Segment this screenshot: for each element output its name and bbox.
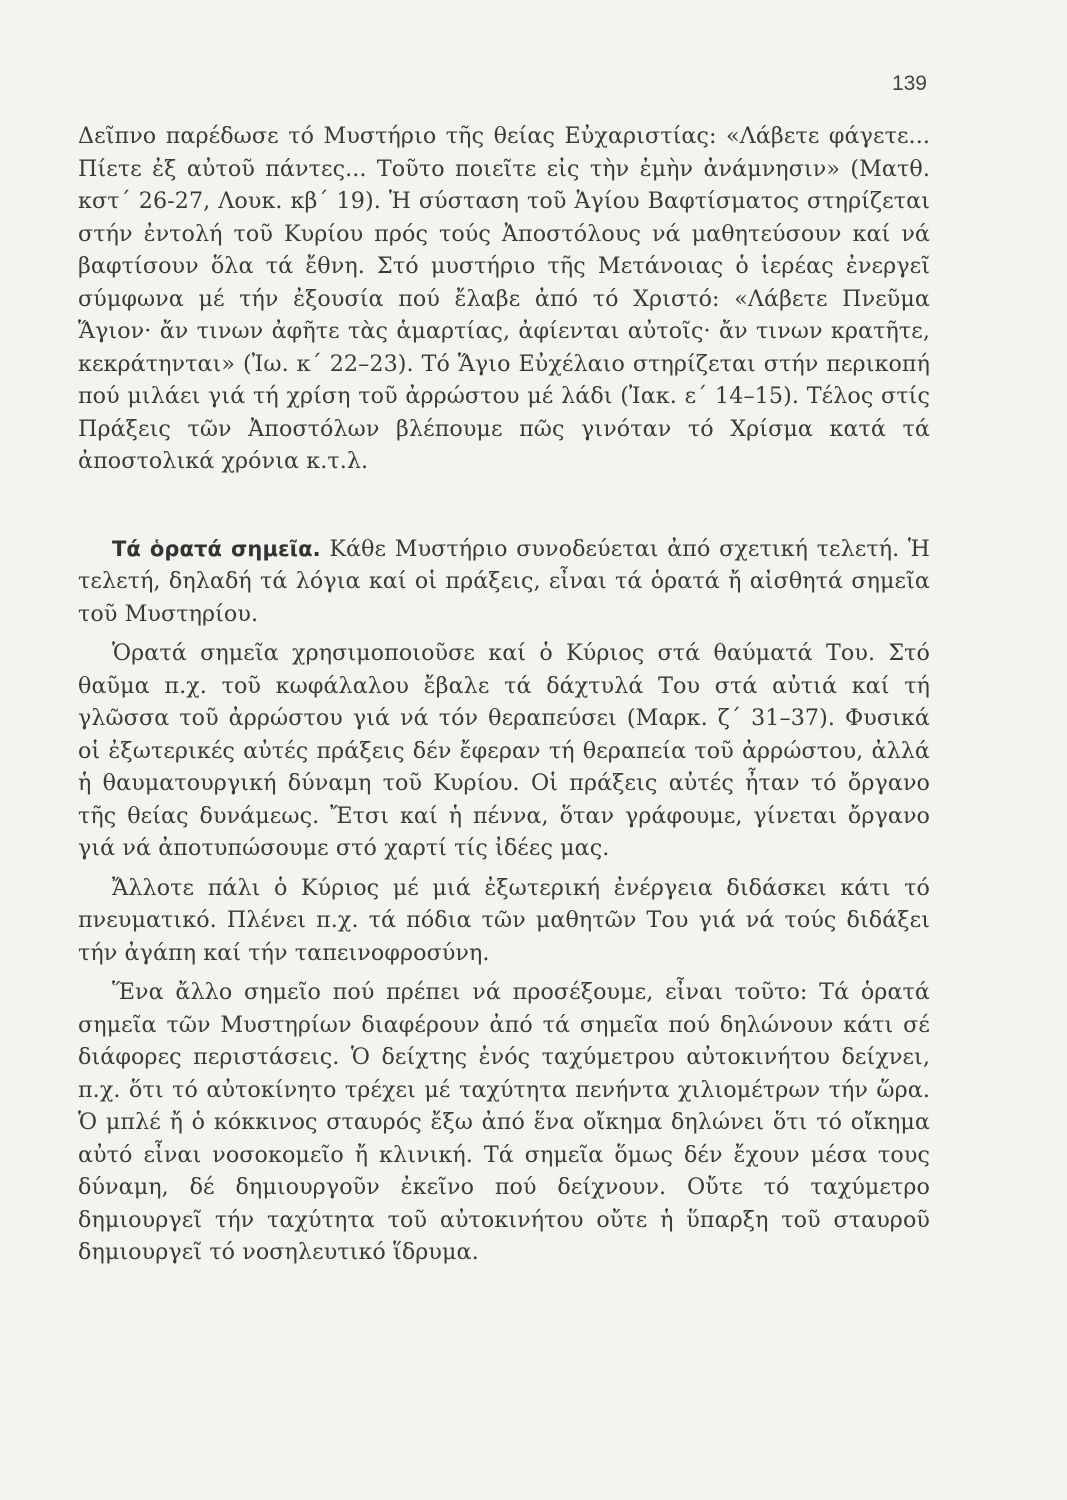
- paragraph-miracles: Ὁρατά σημεῖα χρησιμοποιοῦσε καί ὁ Κύριος στά θαύματά Του. Στό θαῦμα π.χ. τοῦ κωφάλαλου ἔβαλε τά δάχτυλά Του στά αὐτιά καί τή γλῶσσα τοῦ ἀρρώστου γιά νά τόν θεραπεύσει (Μαρκ. ζ΄ 31–37). Φυσικά οἱ ἐξωτερικές αὐτές πράξεις δέν ἔφεραν τή θεραπεία τοῦ ἀρρώστου, ἀλλά ἡ θαυματουργική δύναμη τοῦ Κυρίου. Οἱ πράξεις αὐτές ἦταν τό ὄργανο τῆς θείας δυνάμεως. Ἔτσι καί ἡ πέννα, ὅταν γράφουμε, γίνεται ὄργανο γιά νά ἀποτυπώσουμε στό χαρτί τίς ἰδέες μας.: [78, 640, 930, 861]
- paragraph-visible-signs-text: Κάθε Μυστήριο συνοδεύεται ἀπό σχετική τελετή. Ἡ τελετή, δηλαδή τά λόγια καί οἱ πράξεις, εἶναι τά ὁρατά ἤ αἰσθητά σημεῖα τοῦ Μυστηρίου.: [78, 535, 931, 627]
- paragraph-sign-difference: Ἕνα ἄλλο σημεῖο πού πρέπει νά προσέξουμε, εἶναι τοῦτο: Τά ὁρατά σημεῖα τῶν Μυστηρίων διαφέρουν ἀπό τά σημεῖα πού δηλώνουν κάτι σέ διάφορες περιστάσεις. Ὁ δείχτης ἑνός ταχύμετρου αὐτοκινήτου δείχνει, π.χ. ὅτι τό αὐτοκίνητο τρέχει μέ ταχύτητα πενήντα χιλιομέτρων τήν ὥρα. Ὁ μπλέ ἤ ὁ κόκκινος σταυρός ἔξω ἀπό ἕνα οἴκημα δηλώνει ὅτι τό οἴκημα αὐτό εἶναι νοσοκομεῖο ἤ κλινική. Τά σημεῖα ὅμως δέν ἔχουν μέσα τους δύναμη, δέ δημιουργοῦν ἐκεῖνο πού δείχνουν. Οὔτε τό ταχύμετρο δημιουργεῖ τήν ταχύτητα τοῦ αὐτοκινήτου οὔτε ἡ ὕπαρξη τοῦ σταυροῦ δημιουργεῖ τό νοσηλευτικό ἵδρυμα.: [78, 979, 930, 1265]
- body-text: [78, 120, 930, 1269]
- paragraph-foot-washing: Ἄλλοτε πάλι ὁ Κύριος μέ μιά ἐξωτερική ἐνέργεια διδάσκει κάτι τό πνευματικό. Πλένει π.χ. τά πόδια τῶν μαθητῶν Του γιά νά τούς διδάξει τήν ἀγάπη καί τήν ταπεινοφροσύνη.: [78, 874, 930, 966]
- section-heading: Τά ὁρατά σημεῖα.: [112, 536, 321, 561]
- page-number: 139: [891, 72, 927, 95]
- section-spacer: [78, 478, 930, 533]
- paragraph-sacraments-institution: Δεῖπνο παρέδωσε τό Μυστήριο τῆς θείας Εὐχαριστίας: «Λάβετε φάγετε... Πίετε ἐξ αὐτοῦ πάντες... Τοῦτο ποιεῖτε εἰς τὴν ἐμὴν ἀνάμνησιν» (Ματθ. κστ΄ 26-27, Λουκ. κβ΄ 19). Ἡ σύσταση τοῦ Ἁγίου Βαφτίσματος στηρίζεται στήν ἐντολή τοῦ Κυρίου πρός τούς Ἀποστόλους νά μαθητεύσουν καί νά βαφτίσουν ὅλα τά ἔθνη. Στό μυστήριο τῆς Μετάνοιας ὁ ἱερέας ἐνεργεῖ σύμφωνα μέ τήν ἐξουσία πού ἔλαβε ἀπό τό Χριστό: «Λάβετε Πνεῦμα Ἅγιον· ἄν τινων ἀφῆτε τὰς ἁμαρτίας, ἀφίενται αὐτοῖς· ἄν τινων κρατῆτε, κεκράτηνται» (Ἰω. κ΄ 22–23). Τό Ἅγιο Εὐχέλαιο στηρίζεται στήν περικοπή πού μιλάει γιά τή χρίση τοῦ ἀρρώστου μέ λάδι (Ἰακ. ε΄ 14–15). Τέλος στίς Πράξεις τῶν Ἀποστόλων βλέπουμε πῶς γινόταν τό Χρίσμα κατά τά ἀποστολικά χρόνια κ.τ.λ.: [78, 123, 930, 474]
- paragraph-visible-signs: [78, 533, 930, 631]
